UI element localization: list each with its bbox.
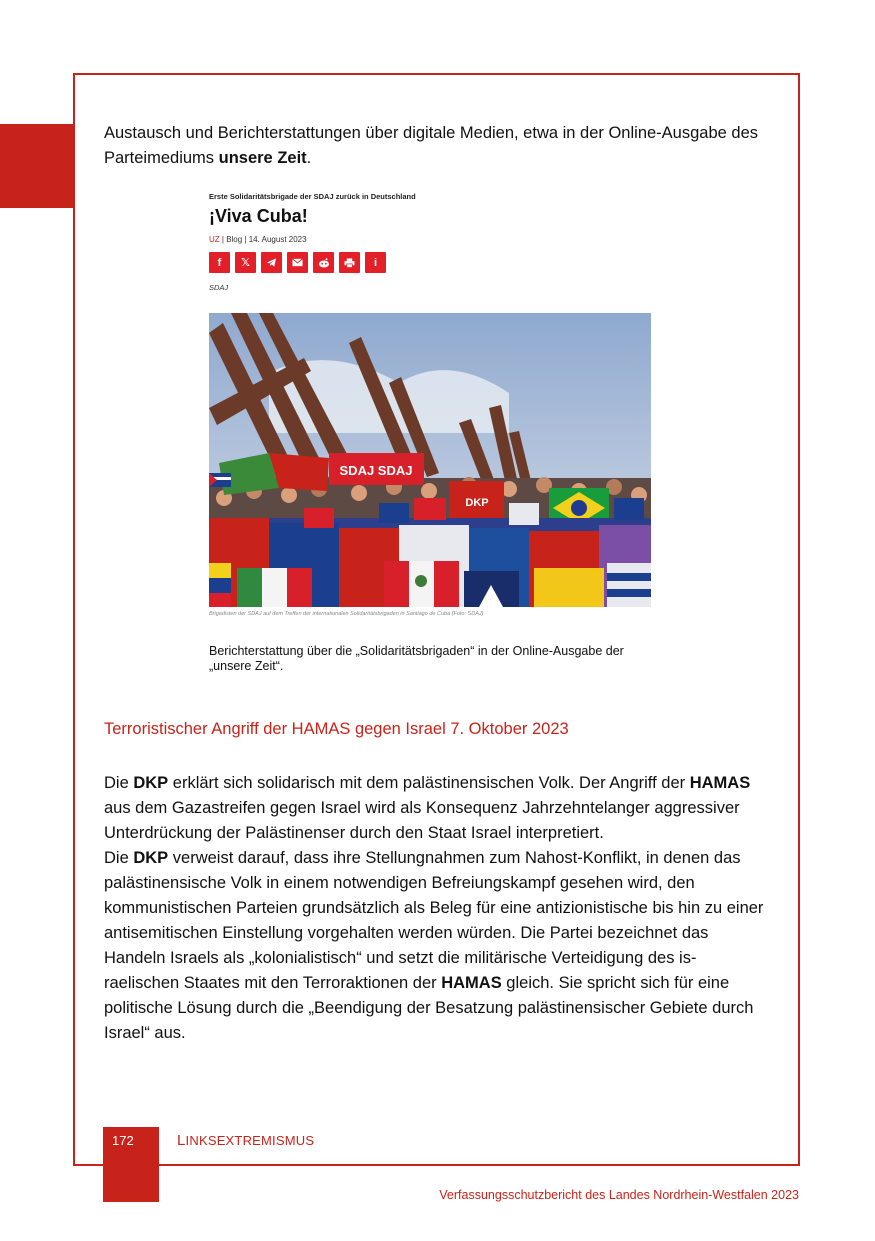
article-source: UZ (209, 235, 220, 244)
figure-caption: Berichterstattung über die „Solidaritätsbrigaden“ in der Online-Ausgabe der „unsere Zeit“. (209, 644, 624, 673)
page-number: 172 (112, 1133, 134, 1148)
photo-illustration (209, 313, 651, 607)
article-photo (209, 313, 651, 607)
para-text: Die (104, 774, 134, 792)
side-marker (0, 124, 73, 208)
running-head-rest: INKSEXTREMISMUS (185, 1133, 315, 1148)
para-bold-hamas: HAMAS (441, 974, 502, 992)
share-bar (209, 252, 654, 273)
intro-text: Austausch und Berichterstattungen über digitale Medien, etwa in der Online-Ausgabe des Parteimediums (104, 124, 758, 167)
intro-paragraph (104, 121, 769, 171)
article-meta (209, 235, 654, 245)
email-icon (287, 252, 308, 273)
running-head-initial: L (177, 1132, 186, 1149)
print-icon (339, 252, 360, 273)
para-bold-hamas: HAMAS (689, 774, 751, 792)
running-head (177, 1132, 314, 1149)
para-text: gleich. Sie spricht sich für eine politische Lösung durch die „Beendigung der Besatzung palästinensischer Gebiete durch Israel“ aus. (104, 974, 754, 1042)
x-icon: 𝕏 (235, 252, 256, 273)
intro-bold-publication: unsere Zeit (218, 149, 307, 167)
body-paragraph (104, 771, 769, 1046)
para-text: Die (104, 849, 134, 867)
telegram-icon (261, 252, 282, 273)
photo-caption: Brigadisten der SDAJ auf dem Treffen der internationalen Solidaritätsbrigaden in Santiago de Cuba (Foto: SDAJ) (209, 611, 484, 617)
reddit-icon (313, 252, 334, 273)
intro-text-end: . (306, 149, 312, 167)
page-number-box (103, 1127, 159, 1202)
banner-text: SDAJ SDAJ (339, 463, 413, 478)
footer-publication: Verfassungsschutzbericht des Landes Nordrhein-Westfalen 2023 (439, 1188, 799, 1202)
article-screenshot (209, 192, 654, 292)
article-kicker: Erste Solidaritätsbrigade der SDAJ zurück in Deutschland (209, 192, 416, 201)
article-title: ¡Viva Cuba! (209, 206, 308, 226)
facebook-icon: f (209, 252, 230, 273)
article-author: SDAJ (209, 283, 229, 292)
section-heading: Terroristischer Angriff der HAMAS gegen Israel 7. Oktober 2023 (104, 720, 569, 738)
para-bold-dkp: DKP (133, 774, 169, 792)
article-meta-rest: | Blog | 14. August 2023 (219, 235, 307, 244)
para-bold-dkp: DKP (133, 849, 169, 867)
para-text: erklärt sich solidarisch mit dem palästinensischen Volk. Der Angriff der (168, 774, 690, 792)
para-text: aus dem Gazastreifen gegen Israel wird als Konsequenz Jahrzehntelanger aggressiver Unterdrückung der Palästinenser durch den Staat Israel interpretiert. (104, 799, 740, 842)
flag-text: DKP (465, 497, 489, 509)
info-icon: i (365, 252, 386, 273)
para-text: verweist darauf, dass ihre Stellungnahmen zum Nahost-Konflikt, in denen das palästinensische Volk in einem notwendigen Befreiungskampf gesehen wird, den kommunistischen Parteien grundsätzlich als Beleg für eine antizionistische bis hin zu einer antisemitischen Einstellung vorgehalten werden würden. Die Partei bezeichnet das Handeln Israels als „kolonialistisch“ und setzt die militärische Verteidigung des is-raelischen Staates mit den Terroraktionen der (104, 849, 764, 992)
